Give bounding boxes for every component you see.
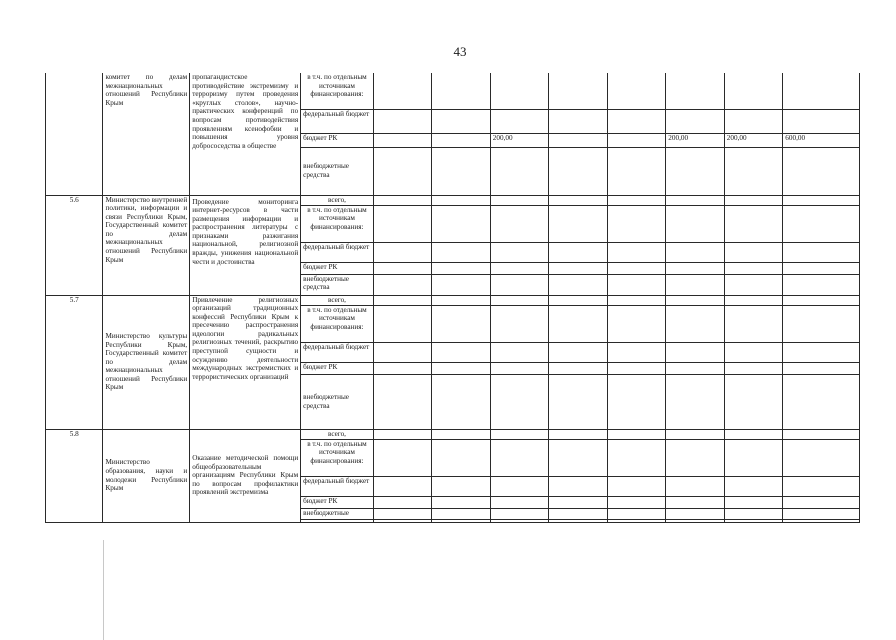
event-cell: Проведение мониторинга интернет-ресурсов в части размещения информации и распространения литературы с признаками разжигания национальной, религиозной вражды, унижения национальной чести и достоинства bbox=[190, 195, 301, 295]
row-number: 5.8 bbox=[46, 429, 103, 522]
funding-source-included: в т.ч. по отдельным источникам финансирования: bbox=[301, 73, 374, 109]
page-number: 43 bbox=[453, 44, 467, 59]
funding-source-federal: федеральный бюджет bbox=[301, 242, 374, 262]
funding-source-extrabudget: внебюджетные средства bbox=[301, 147, 374, 195]
rk-value-8: 600,00 bbox=[783, 133, 860, 147]
funding-source-total: всего, bbox=[301, 429, 374, 439]
table-row bbox=[46, 429, 860, 439]
funding-source-rk: бюджет РК bbox=[301, 496, 374, 508]
executor-cell: Министерство внутренней политики, информации и связи Республики Крым, Государственный комитет по делам межнациональных отношений Республики Крым bbox=[103, 195, 190, 295]
executor-cell: Министерство образования, науки и молодежи Республики Крым bbox=[103, 429, 190, 522]
event-cell: Оказание методической помощи общеобразовательным организациям Республики Крым по вопросам профилактики проявлений экстремизма bbox=[190, 429, 301, 522]
funding-source-total: всего, bbox=[301, 295, 374, 305]
funding-source-rk: бюджет РК bbox=[301, 362, 374, 374]
table-row bbox=[46, 195, 860, 205]
event-cell: пропагандистское противодействие экстремизму и терроризму путем проведения «круглых столов», научно-практических конференций по вопросам противодействия проявлениям ксенофобии и повышения уровня добрососедства в обществе bbox=[190, 73, 301, 195]
rk-value-3: 200,00 bbox=[490, 133, 549, 147]
rk-value-4 bbox=[549, 133, 608, 147]
rk-value-6: 200,00 bbox=[666, 133, 725, 147]
funding-source-rk: бюджет РК bbox=[301, 133, 374, 147]
funding-source-rk: бюджет РК bbox=[301, 262, 374, 274]
row-number bbox=[46, 73, 103, 195]
rk-value-2 bbox=[432, 133, 491, 147]
rk-value-5 bbox=[607, 133, 666, 147]
row-number: 5.6 bbox=[46, 195, 103, 295]
funding-source-extrabudget: внебюджетные средства bbox=[301, 374, 374, 429]
funding-source-included: в т.ч. по отдельным источникам финансирования: bbox=[301, 439, 374, 476]
funding-source-included: в т.ч. по отдельным источникам финансирования: bbox=[301, 205, 374, 242]
funding-source-total: всего, bbox=[301, 195, 374, 205]
program-table bbox=[45, 73, 860, 523]
row-number: 5.7 bbox=[46, 295, 103, 429]
table-row bbox=[46, 73, 860, 109]
funding-source-included: в т.ч. по отдельным источникам финансирования: bbox=[301, 305, 374, 342]
funding-source-extrabudget: внебюджетные средства bbox=[301, 274, 374, 295]
executor-cell: Министерство культуры Республики Крым, Государственный комитет по делам межнациональных отношений Республики Крым bbox=[103, 295, 190, 429]
funding-source-federal: федеральный бюджет bbox=[301, 342, 374, 362]
executor-cell: комитет по делам межнациональных отношений Республики Крым bbox=[103, 73, 190, 195]
table-row bbox=[46, 295, 860, 305]
funding-source-federal: федеральный бюджет bbox=[301, 476, 374, 496]
funding-source-extrabudget: внебюджетные bbox=[301, 508, 374, 519]
event-cell: Привлечение религиозных организаций традиционных конфессий Республики Крым к пресечению распространения идеологии радикальных религиозных течений, раскрытию преступной сущности и осуждению деятельности международных экстремистких и террористических организаций bbox=[190, 295, 301, 429]
funding-source-federal: федеральный бюджет bbox=[301, 109, 374, 133]
rk-value-7: 200,00 bbox=[724, 133, 783, 147]
scan-margin-line bbox=[103, 540, 104, 640]
rk-value-1 bbox=[373, 133, 432, 147]
